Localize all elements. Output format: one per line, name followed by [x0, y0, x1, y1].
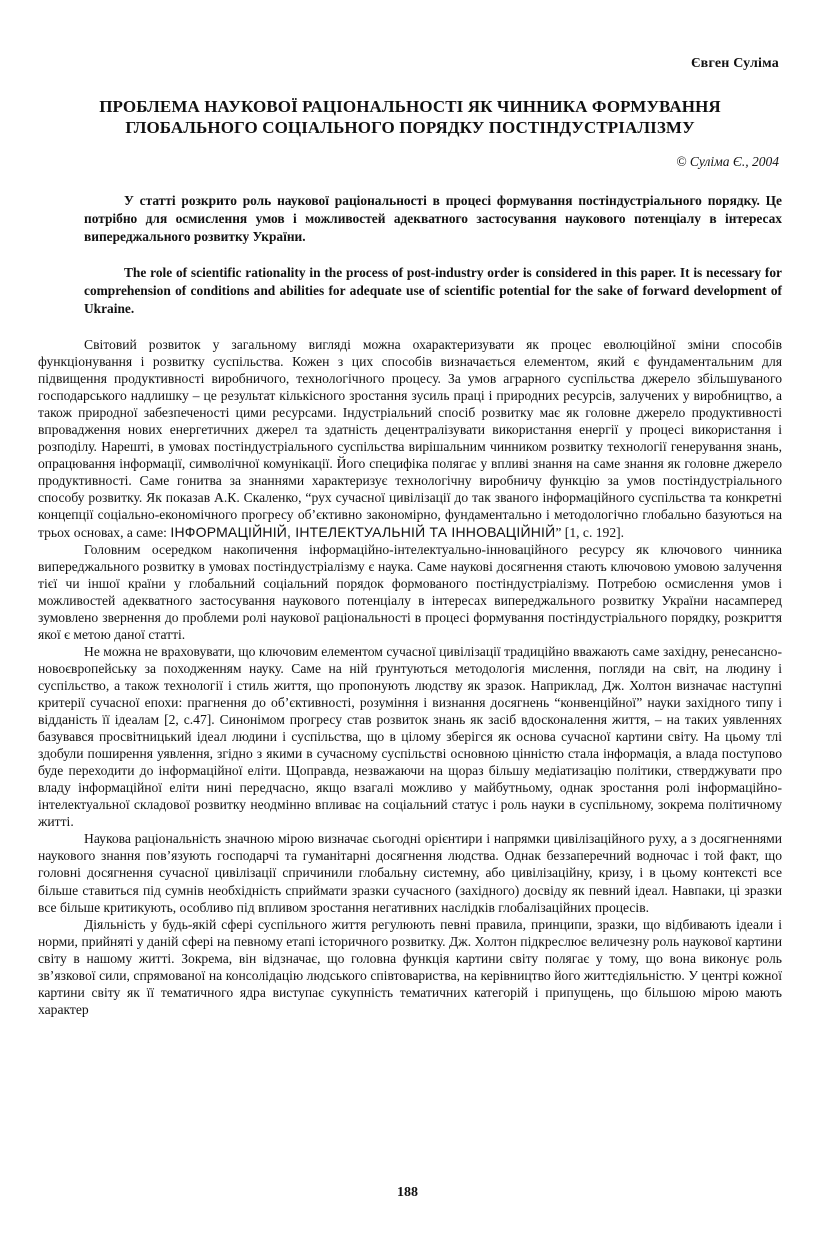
body-paragraph-5: Діяльність у будь-якій сфері суспільного життя регулюють певні правила, принципи, зразки, що відбивають ідеали і норми, прийняті у даній сфері на певному етапі історичного розвитку. Дж. Холтон підкреслює величезну роль наукової картини світу в нашому житті. Зокрема, він відзначає, що головна функція картини світу полягає у тому, що вона виконує роль зв’язкової сили, спрямованої на консолідацію людського співтовариства, на керівництво його життєдіяльністю. У центрі кожної картини світу як її тематичного ядра виступає сукупність тематичних категорій і припущень, що більшою мірою мають характер	[38, 916, 782, 1017]
copyright-notice: © Суліма Є., 2004	[676, 154, 779, 169]
paragraph-1-emphasis: ІНФОРМАЦІЙНІЙ, ІНТЕЛЕКТУАЛЬНІЙ ТА ІННОВАЦІЙНІЙ	[170, 523, 556, 540]
title-line-2: ГЛОБАЛЬНОГО СОЦІАЛЬНОГО ПОРЯДКУ ПОСТІНДУСТРІАЛІЗМУ	[125, 118, 695, 137]
article-title	[40, 96, 780, 138]
body-paragraph-3: Не можна не враховувати, що ключовим елементом сучасної цивілізації традиційно вважають саме західну, ренесансно-новоєвропейську за походженням науку. Саме на ній ґрунтуються методологія мислення, погляди на світ, на людину і суспільство, а також технології і стиль життя, що пропонують людству як зразок. Наприклад, Дж. Холтон визначає наступні критерії сучасної епохи: прагнення до об’єктивності, розуміння і визнання досягнень “конвенційної” науки західного типу і відданість її ідеалам [2, с.47]. Синонімом прогресу став розвиток знань як засіб вдосконалення життя, – на таких уявленнях базувався просвітницький ідеал людини і суспільства, що в цілому зберігся як основа сучасної картини світу. На цьому тлі здобули поширення уявлення, згідно з якими в сучасному суспільстві основною цінністю стала інформація, а влада поступово буде переходити до інформаційної еліти. Щоправда, незважаючи на щораз більшу медіатизацію політики, стверджувати про владу інформаційної еліти нині передчасно, якщо взагалі можливо у майбутньому, однак зростання ролі інформаційно-інтелектуальної складової розвитку неодмінно впливає на соціальний статус і роль науки в суспільному, зокрема політичному житті.	[38, 643, 782, 830]
page-number: 188	[397, 1185, 418, 1200]
paragraph-1-text: Світовий розвиток у загальному вигляді можна охарактеризувати як процес еволюційної зміни способів функціонування і розвитку суспільства. Кожен з цих способів визначається елементом, який є фундаментальним для підвищення продуктивності виробничого, технологічного процесу. За умов аграрного суспільства джерело збільшуваного господарського надлишку – це результат кількісного зростання зусиль праці і природних ресурсів, залучених у виробництво, а також природної забезпеченості цими ресурсами. Індустріальний спосіб розвитку має як головне джерело продуктивності впровадження нових енергетичних джерел та здатність децентралізувати використання енергії у процесі використання і розподілу. Нарешті, в умовах постіндустріального суспільства вирішальним чинником розвитку технології генерування знань, опрацювання інформації, символічної комунікації. Його специфіка полягає у впливі знання на саме знання як головне джерело продуктивності. Саме гонитва за знаннями характеризує технологічну виробничу функцію за умов постіндустріального способу розвитку. Як показав А.К. Скаленко, “рух сучасної цивілізації до так званого інформаційного суспільства та конкретні концепції соціально-економічного прогресу об’єктивно закономірно, фундаментально і методологічно глобально базуються на трьох основах, а саме:	[38, 337, 782, 540]
body-paragraph-2: Головним осередком накопичення інформаційно-інтелектуально-інноваційного ресурсу як ключового чинника випереджального розвитку в умовах постіндустріалізму є наука. Саме наукові досягнення стають ключовою умовою залучення тієї чи іншої країни у глобальний соціальний порядок формованого постіндустріалізму. Потребою осмислення умов і можливостей адекватного застосування наукового потенціалу в інтересах випереджального розвитку України насамперед зумовлено звернення до проблеми ролі наукової раціональності в процесі формування постіндустріального порядку, розкриття якої є метою даної статті.	[38, 541, 782, 642]
abstract-ukrainian: У статті розкрито роль наукової раціональності в процесі формування постіндустріального порядку. Це потрібно для осмислення умов і можливостей адекватного застосування наукового потенціалу в інтересах випереджального розвитку України.	[84, 193, 782, 244]
paragraph-1-citation: ” [1, с. 192].	[555, 524, 625, 540]
author-name: Євген Суліма	[690, 56, 779, 71]
article-body	[38, 336, 782, 1018]
body-paragraph-4: Наукова раціональність значною мірою визначає сьогодні орієнтири і напрямки цивілізаційного руху, а з досягненнями наукового знання пов’язують господарчі та гуманітарні досягнення людства. Однак беззаперечний водночас і той факт, що головні досягнення сучасної цивілізації спричинили глобальну системну, або цивілізаційну, кризу, і в цьому контексті все більше ставиться під сумнів необхідність сприймати зразки сучасного (західного) досвіду як певний ідеал. Навпаки, ці зразки все більше критикують, особливо під впливом зростання негативних наслідків глобалізаційних процесів.	[38, 831, 782, 915]
title-line-1: ПРОБЛЕМА НАУКОВОЇ РАЦІОНАЛЬНОСТІ ЯК ЧИННИКА ФОРМУВАННЯ	[99, 97, 721, 116]
abstract-english: The role of scientific rationality in the process of post-industry order is considered in this paper. It is necessary for comprehension of conditions and abilities for adequate use of scientific potential for the sake of forward development of Ukraine.	[84, 265, 782, 316]
body-paragraph-1	[38, 336, 782, 541]
